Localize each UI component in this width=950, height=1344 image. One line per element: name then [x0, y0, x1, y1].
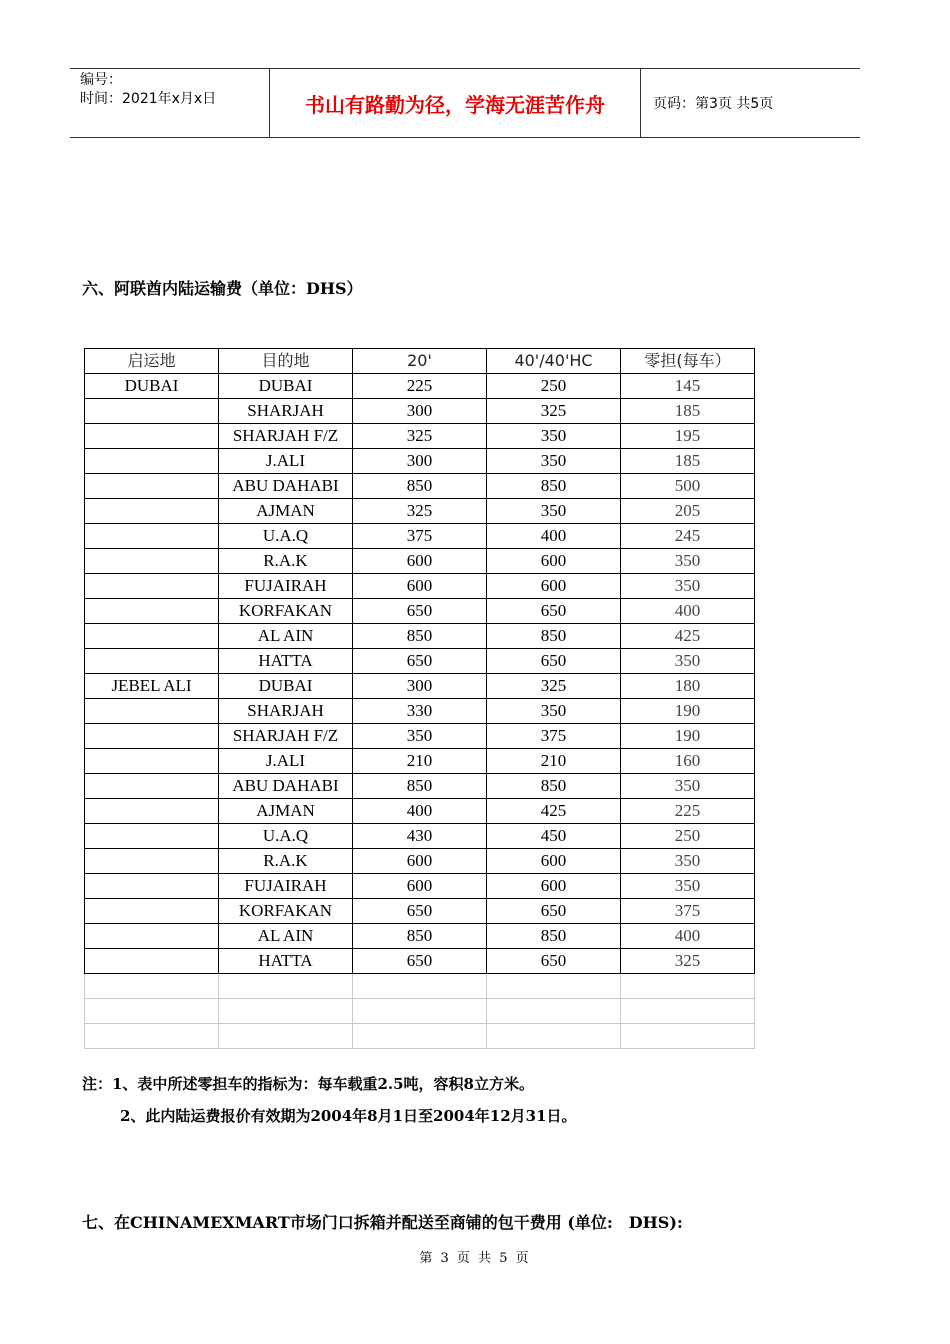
cell-origin: [85, 599, 219, 624]
cell-rate-lcl: 180: [621, 674, 755, 699]
cell-rate-20ft: 600: [353, 549, 487, 574]
cell-rate-40ft: 425: [487, 799, 621, 824]
table-row: [85, 499, 755, 524]
cell-rate-40ft: 600: [487, 549, 621, 574]
cell-rate-20ft: 650: [353, 649, 487, 674]
cell-destination: AL AIN: [219, 624, 353, 649]
cell-origin: [85, 549, 219, 574]
cell-rate-40ft: 450: [487, 824, 621, 849]
cell-rate-lcl: 245: [621, 524, 755, 549]
cell-destination: J.ALI: [219, 749, 353, 774]
cell-rate-lcl: 425: [621, 624, 755, 649]
cell-rate-20ft: 375: [353, 524, 487, 549]
table-row: [85, 549, 755, 574]
cell-destination: U.A.Q: [219, 524, 353, 549]
table-row: [85, 474, 755, 499]
cell-rate-20ft: 300: [353, 449, 487, 474]
cell-rate-lcl: 185: [621, 449, 755, 474]
table-row: [85, 524, 755, 549]
column-header-origin: 启运地: [85, 349, 219, 374]
table-row: [85, 724, 755, 749]
table-notes: [82, 1068, 577, 1132]
cell-destination: DUBAI: [219, 674, 353, 699]
cell-destination: AL AIN: [219, 924, 353, 949]
cell-origin: [85, 524, 219, 549]
cell-origin: [85, 499, 219, 524]
cell-rate-40ft: 350: [487, 699, 621, 724]
cell-rate-40ft: 850: [487, 624, 621, 649]
cell-rate-20ft: 400: [353, 799, 487, 824]
table-row: [85, 699, 755, 724]
cell-rate-20ft: 600: [353, 874, 487, 899]
cell-rate-40ft: 600: [487, 849, 621, 874]
cell-rate-20ft: 650: [353, 899, 487, 924]
cell-destination: ABU DAHABI: [219, 774, 353, 799]
table-row: [85, 399, 755, 424]
empty-cell: [85, 1024, 219, 1049]
cell-destination: SHARJAH: [219, 399, 353, 424]
cell-destination: AJMAN: [219, 799, 353, 824]
table-row: [85, 424, 755, 449]
table-row: [85, 774, 755, 799]
cell-rate-20ft: 225: [353, 374, 487, 399]
cell-rate-lcl: 375: [621, 899, 755, 924]
cell-rate-lcl: 145: [621, 374, 755, 399]
section-6-title: 六、阿联酋内陆运输费（单位：DHS）: [82, 279, 363, 298]
cell-destination: J.ALI: [219, 449, 353, 474]
table-row: [85, 674, 755, 699]
cell-rate-lcl: 190: [621, 699, 755, 724]
empty-row: [85, 974, 755, 999]
cell-rate-lcl: 500: [621, 474, 755, 499]
cell-rate-20ft: 850: [353, 774, 487, 799]
cell-rate-lcl: 205: [621, 499, 755, 524]
cell-origin: [85, 799, 219, 824]
empty-row: [85, 1024, 755, 1049]
page-footer: 第 3 页 共 5 页: [419, 1251, 531, 1266]
cell-rate-20ft: 600: [353, 849, 487, 874]
cell-rate-20ft: 350: [353, 724, 487, 749]
empty-cell: [219, 1024, 353, 1049]
cell-origin: [85, 774, 219, 799]
column-header-destination: 目的地: [219, 349, 353, 374]
cell-origin: [85, 949, 219, 974]
cell-rate-40ft: 210: [487, 749, 621, 774]
cell-rate-lcl: 350: [621, 849, 755, 874]
table-row: [85, 749, 755, 774]
cell-rate-lcl: 195: [621, 424, 755, 449]
cell-rate-20ft: 430: [353, 824, 487, 849]
cell-origin: [85, 449, 219, 474]
empty-cell: [353, 974, 487, 999]
cell-rate-lcl: 185: [621, 399, 755, 424]
column-header-rate-lcl: 零担(每车）: [621, 349, 755, 374]
cell-rate-40ft: 600: [487, 574, 621, 599]
header-page-info: 页码：第3页 共5页: [653, 96, 774, 112]
table-row: [85, 899, 755, 924]
cell-rate-20ft: 650: [353, 599, 487, 624]
cell-rate-lcl: 350: [621, 574, 755, 599]
cell-rate-lcl: 350: [621, 874, 755, 899]
table-row: [85, 874, 755, 899]
cell-origin: [85, 899, 219, 924]
cell-destination: ABU DAHABI: [219, 474, 353, 499]
cell-rate-20ft: 650: [353, 949, 487, 974]
cell-origin: [85, 824, 219, 849]
cell-rate-40ft: 650: [487, 599, 621, 624]
table-row: [85, 574, 755, 599]
empty-cell: [353, 1024, 487, 1049]
cell-rate-40ft: 850: [487, 924, 621, 949]
cell-destination: SHARJAH: [219, 699, 353, 724]
number-label: 编号：: [80, 72, 122, 88]
cell-origin: [85, 649, 219, 674]
cell-destination: SHARJAH F/Z: [219, 424, 353, 449]
time-line: 时间：2021年x月x日: [80, 91, 217, 107]
cell-destination: HATTA: [219, 949, 353, 974]
header-meta: [70, 69, 270, 137]
cell-origin: [85, 924, 219, 949]
cell-rate-20ft: 850: [353, 624, 487, 649]
empty-row: [85, 999, 755, 1024]
cell-destination: SHARJAH F/Z: [219, 724, 353, 749]
cell-rate-20ft: 300: [353, 399, 487, 424]
cell-origin: [85, 699, 219, 724]
cell-rate-20ft: 325: [353, 424, 487, 449]
freight-rate-table: [84, 348, 755, 1049]
cell-origin: [85, 574, 219, 599]
note-line-2: 2、此内陆运费报价有效期为2004年8月1日至2004年12月31日。: [120, 1107, 577, 1125]
cell-rate-20ft: 850: [353, 924, 487, 949]
cell-rate-20ft: 330: [353, 699, 487, 724]
table-row: [85, 624, 755, 649]
cell-rate-lcl: 400: [621, 599, 755, 624]
table-row: [85, 799, 755, 824]
empty-cell: [487, 974, 621, 999]
page-header: [70, 68, 860, 138]
cell-rate-40ft: 850: [487, 774, 621, 799]
empty-cell: [487, 999, 621, 1024]
cell-destination: AJMAN: [219, 499, 353, 524]
cell-destination: R.A.K: [219, 549, 353, 574]
cell-origin: [85, 849, 219, 874]
table-row: [85, 824, 755, 849]
cell-rate-lcl: 160: [621, 749, 755, 774]
cell-rate-20ft: 300: [353, 674, 487, 699]
table-row: [85, 949, 755, 974]
cell-destination: HATTA: [219, 649, 353, 674]
cell-rate-20ft: 850: [353, 474, 487, 499]
empty-cell: [621, 999, 755, 1024]
cell-rate-40ft: 650: [487, 899, 621, 924]
cell-destination: KORFAKAN: [219, 899, 353, 924]
cell-rate-lcl: 190: [621, 724, 755, 749]
cell-origin: [85, 624, 219, 649]
empty-cell: [219, 974, 353, 999]
cell-rate-40ft: 400: [487, 524, 621, 549]
header-motto: 书山有路勤为径，学海无涯苦作舟: [270, 69, 641, 137]
table-row: [85, 449, 755, 474]
cell-destination: DUBAI: [219, 374, 353, 399]
table-row: [85, 374, 755, 399]
cell-rate-40ft: 600: [487, 874, 621, 899]
column-header-rate-40ft: 40'/40'HC: [487, 349, 621, 374]
cell-rate-lcl: 250: [621, 824, 755, 849]
table-row: [85, 924, 755, 949]
table-row: [85, 599, 755, 624]
cell-rate-40ft: 650: [487, 949, 621, 974]
cell-origin: [85, 874, 219, 899]
cell-rate-lcl: 325: [621, 949, 755, 974]
empty-cell: [621, 974, 755, 999]
table-header-row: [85, 349, 755, 374]
empty-cell: [85, 999, 219, 1024]
cell-origin: [85, 474, 219, 499]
cell-origin: [85, 399, 219, 424]
cell-destination: R.A.K: [219, 849, 353, 874]
cell-origin: [85, 749, 219, 774]
column-header-rate-20ft: 20': [353, 349, 487, 374]
cell-destination: FUJAIRAH: [219, 574, 353, 599]
rate-table-body: [85, 349, 755, 1049]
empty-cell: [85, 974, 219, 999]
cell-rate-40ft: 350: [487, 499, 621, 524]
table-row: [85, 649, 755, 674]
cell-rate-lcl: 225: [621, 799, 755, 824]
cell-rate-40ft: 325: [487, 399, 621, 424]
cell-rate-40ft: 650: [487, 649, 621, 674]
cell-rate-40ft: 850: [487, 474, 621, 499]
cell-origin: JEBEL ALI: [85, 674, 219, 699]
cell-rate-20ft: 600: [353, 574, 487, 599]
empty-cell: [487, 1024, 621, 1049]
cell-destination: U.A.Q: [219, 824, 353, 849]
cell-rate-20ft: 325: [353, 499, 487, 524]
cell-rate-40ft: 350: [487, 424, 621, 449]
cell-rate-40ft: 375: [487, 724, 621, 749]
cell-origin: [85, 724, 219, 749]
empty-cell: [353, 999, 487, 1024]
cell-origin: DUBAI: [85, 374, 219, 399]
cell-destination: FUJAIRAH: [219, 874, 353, 899]
table-row: [85, 849, 755, 874]
cell-rate-40ft: 350: [487, 449, 621, 474]
empty-cell: [219, 999, 353, 1024]
empty-cell: [621, 1024, 755, 1049]
cell-rate-40ft: 325: [487, 674, 621, 699]
section-7-title: 七、在CHINAMEXMART市场门口拆箱并配送至商铺的包干费用 (单位: DHS):: [82, 1213, 683, 1232]
cell-origin: [85, 424, 219, 449]
cell-rate-lcl: 350: [621, 649, 755, 674]
note-line-1: 注：1、表中所述零担车的指标为：每车载重2.5吨，容积8立方米。: [82, 1075, 534, 1093]
cell-rate-lcl: 350: [621, 549, 755, 574]
cell-rate-40ft: 250: [487, 374, 621, 399]
cell-rate-lcl: 400: [621, 924, 755, 949]
cell-rate-20ft: 210: [353, 749, 487, 774]
cell-rate-lcl: 350: [621, 774, 755, 799]
cell-destination: KORFAKAN: [219, 599, 353, 624]
